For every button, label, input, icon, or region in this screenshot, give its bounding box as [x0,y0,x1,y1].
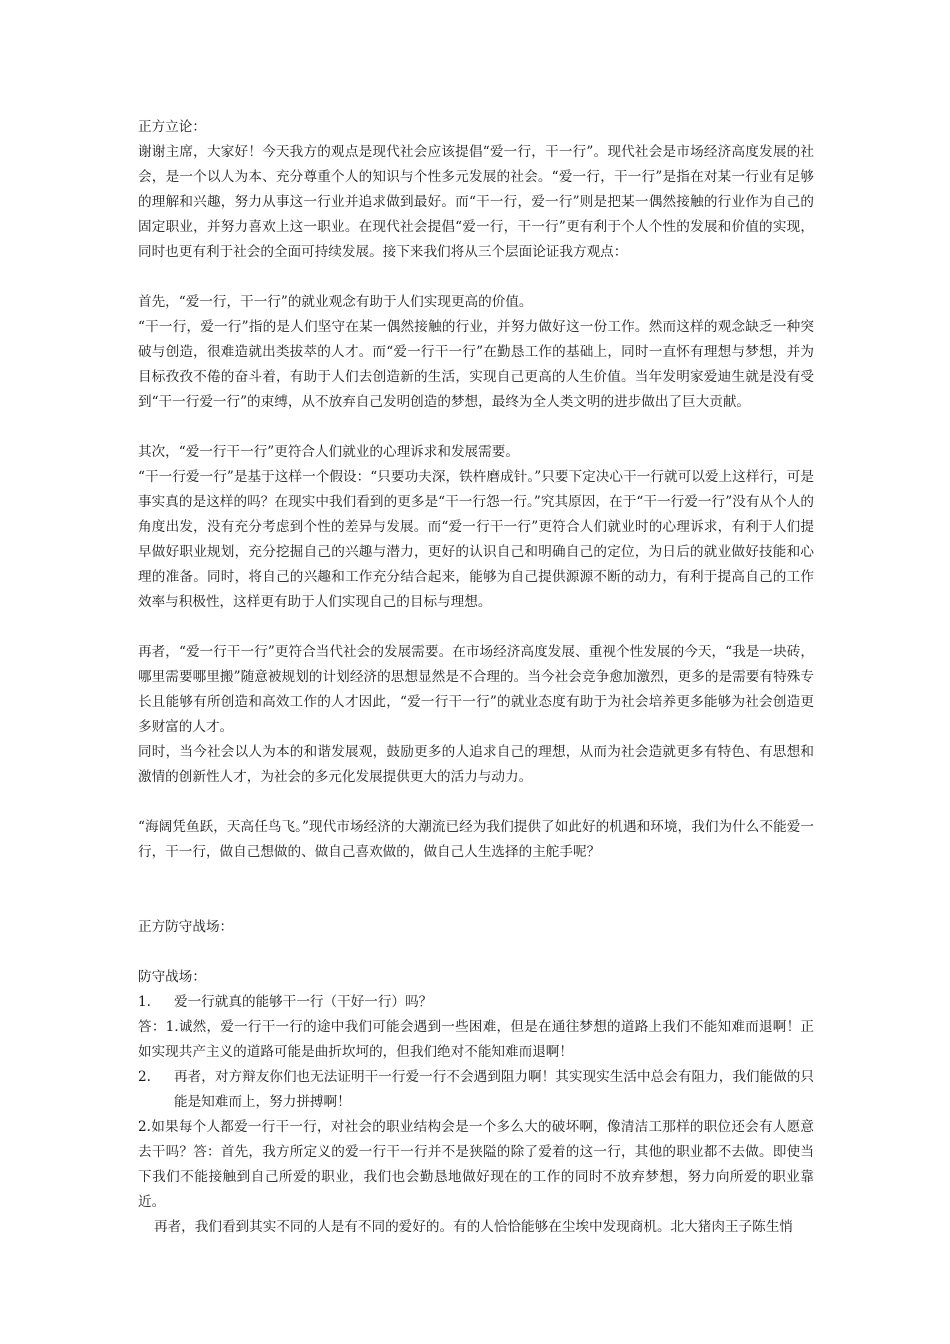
spacer [138,865,814,915]
spacer [138,790,814,815]
answer-1: 答：1.诚然，爱一行干一行的途中我们可能会遇到一些困难，但是在通往梦想的道路上我们不能知难而退啊！正如实现共产主义的道路可能是曲折坎坷的，但我们绝对不能知难而退啊！ [138,1019,814,1060]
question-2-and-answer: 2.如果每个人都爱一行干一行，对社会的职业结构会是一个多么大的破坏啊，像清洁工那样的职位还会有人愿意去干吗？答：首先，我方所定义的爱一行干一行并不是狭隘的除了爱着的这一行，其他的职业都不去做。即使当下我们不能接触到自己所爱的职业，我们也会勤恳地做好现在的工作的同时不放弃梦想，努力向所爱的职业靠近。 [138,1119,814,1210]
answer-2-point-2: 再者，我们看到其实不同的人是有不同的爱好的。有的人恰恰能够在尘埃中发现商机。北大猪肉王子陈生悄 [154,1219,793,1235]
point3-extra: 同时，当今社会以人为本的和谐发展观，鼓励更多的人追求自己的理想，从而为社会造就更多有特色、有思想和激情的创新性人才，为社会的多元化发展提供更大的活力与动力。 [138,744,814,785]
answer-1-point-2-number: 2. [138,1069,151,1085]
point1-body: “干一行，爱一行”指的是人们坚守在某一偶然接触的行业，并努力做好这一份工作。然而这样的观念缺乏一种突破与创造，很难造就出类拔萃的人才。而“爱一行干一行”在勤恳工作的基础上，同时一直怀有理想与梦想，并为目标孜孜不倦的奋斗着，有助于人们去创造新的生活，实现自己更高的人生价值。当年发明家爱迪生就是没有受到“干一行爱一行”的束缚，从不放弃自己发明创造的梦想，最终为全人类文明的进步做出了巨大贡献。 [138,319,814,410]
point3-body: 再者，“爱一行干一行”更符合当代社会的发展需要。在市场经济高度发展、重视个性发展的今天，“我是一块砖，哪里需要哪里搬”随意被规划的计划经济的思想显然是不合理的。当今社会竞争愈加激烈，更多的是需要有特殊专长且能够有所创造和高效工作的人才因此，“爱一行干一行”的就业态度有助于为社会培养更多能够为社会创造更多财富的人才。 [138,644,814,735]
spacer [138,415,814,440]
heading-defense: 正方防守战场： [138,919,234,935]
spacer [138,615,814,640]
intro-paragraph: 谢谢主席，大家好！今天我方的观点是现代社会应该提倡“爱一行，干一行”。现代社会是市场经济高度发展的社会，是一个以人为本、充分尊重个人的知识与个性多元发展的社会。“爱一行，干一行”是指在对某一行业有足够的理解和兴趣，努力从事这一行业并追求做到最好。而“干一行，爱一行”则是把某一偶然接触的行业作为自己的固定职业，并努力喜欢上这一职业。在现代社会提倡“爱一行，干一行”更有利于个人个性的发展和价值的实现，同时也更有利于社会的全面可持续发展。接下来我们将从三个层面论证我方观点： [138,144,814,260]
spacer [138,265,814,290]
defense-label: 防守战场： [138,969,206,985]
point2-body: “干一行爱一行”是基于这样一个假设：“只要功夫深，铁杵磨成针。”只要下定决心干一行就可以爱上这样行，可是事实真的是这样的吗？在现实中我们看到的更多是“干一行怨一行。”究其原因，在于“干一行爱一行”没有从个人的角度出发，没有充分考虑到个性的差异与发展。而“爱一行干一行”更符合人们就业时的心理诉求，有利于人们提早做好职业规划，充分挖掘自己的兴趣与潜力，更好的认识自己和明确自己的定位，为日后的就业做好技能和心理的准备。同时，将自己的兴趣和工作充分结合起来，能够为自己提供源源不断的动力，有利于提高自己的工作效率与积极性，这样更有助于人们实现自己的目标与理想。 [138,469,814,610]
point2-title: 其次，“爱一行干一行”更符合人们就业的心理诉求和发展需要。 [138,444,519,460]
answer-1-point-2-text: 再者，对方辩友你们也无法证明干一行爱一行不会遇到阻力啊！其实现实生活中总会有阻力，我们能做的只能是知难而上，努力拼搏啊！ [174,1069,814,1110]
document-page [138,115,814,1240]
heading-affirmative: 正方立论： [138,119,206,135]
question-1-text: 爱一行就真的能够干一行（干好一行）吗？ [174,994,433,1010]
question-1-number: 1. [138,994,151,1010]
conclusion-paragraph: “海阔凭鱼跃，天高任鸟飞。”现代市场经济的大潮流已经为我们提供了如此好的机遇和环境，我们为什么不能爱一行，干一行，做自己想做的、做自己喜欢做的，做自己人生选择的主舵手呢？ [138,819,814,860]
answer-1-point-2 [138,1065,814,1115]
question-1 [138,990,814,1015]
spacer [138,940,814,965]
point1-title: 首先，“爱一行，干一行”的就业观念有助于人们实现更高的价值。 [138,294,533,310]
